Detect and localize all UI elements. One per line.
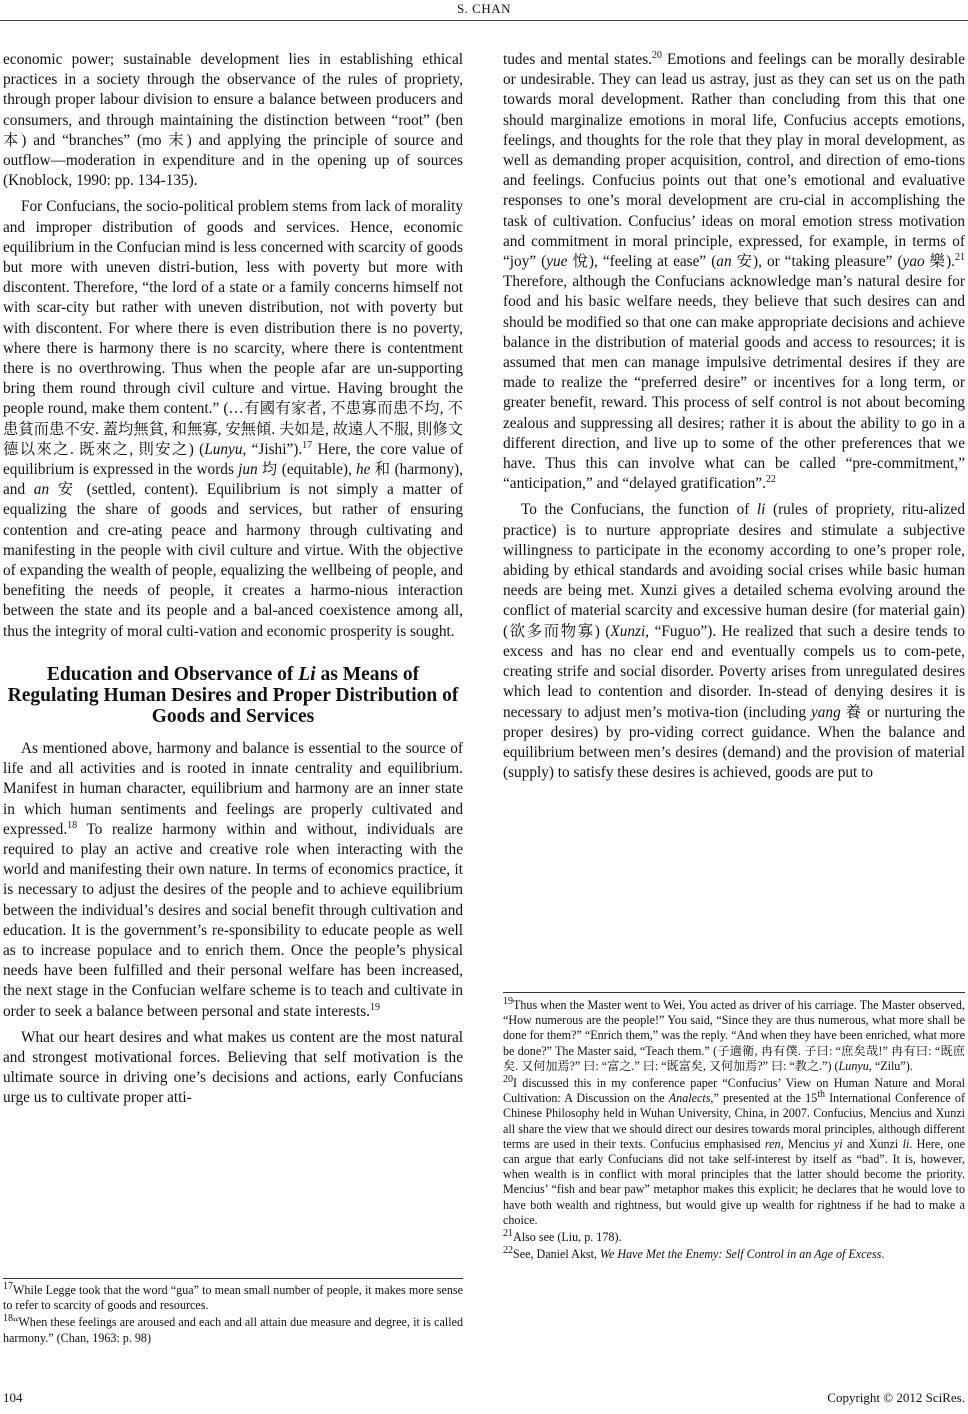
italic-term: Analects bbox=[668, 1091, 711, 1106]
italic-term: li bbox=[902, 1136, 910, 1151]
text-run: 均 (equitable), bbox=[257, 461, 357, 479]
footnote-number: 18 bbox=[3, 1313, 13, 1325]
text-run: tudes and mental states. bbox=[503, 51, 652, 68]
text-run: 樂). bbox=[924, 253, 956, 271]
footnote-ref[interactable]: 18 bbox=[67, 819, 78, 831]
footnote-text: “When these feelings are aroused and each and all attain due measure and degree, it is called harmony.” (Chan, 1963: p. 98) bbox=[3, 1315, 463, 1345]
footnote-text: See, Daniel Akst, bbox=[513, 1247, 600, 1262]
footnote-text: . Here, one can argue that early Confucians did not take self-interest by itself as “bad”. It is, however, when wealth is in conflict with moral principles that the latter should become the priority. Mencius’ “fish and bear paw” metaphor makes this explicit; he declares that he would love to have both wealth and rightness, but would give up wealth for rightness if he had to make a choice. bbox=[503, 1136, 965, 1227]
text-run: For Confucians, the socio-political problem stems from lack of morality and improper distribution of goods and services. Hence, economic equilibrium in the Confucian mind is less concerned with scarcity of goods but more with uneven distri-bution, less with poverty but more with discontent. Therefore, “the lord of a state or a family concerns himself not with scar-city but rather with uneven distribution, not with poverty but with discontent. For where there is even distribution there is no poverty, where there is harmony there is no scarcity, where there is contentment there is no overthrowing. Thus when the people afar are un-supporting bring them round through civil culture and virtue. Having brought the people round, make them content.” (…有國有家者, 不患寡而患不均, 不患貧而患不安. 蓋均無貧, 和無寡, 安無傾. 夫如是, 故遠人不服, 則修文德以來之. 既來之, 則安之) ( bbox=[3, 198, 463, 458]
left-column bbox=[3, 50, 463, 1109]
footnote-19 bbox=[503, 995, 965, 1074]
right-paragraph-2 bbox=[503, 500, 965, 783]
footnotes-left bbox=[3, 1280, 463, 1346]
right-paragraph-1 bbox=[503, 50, 965, 494]
text-run: 安), or “taking pleasure” ( bbox=[731, 253, 903, 271]
heading-italic-term: Li bbox=[298, 663, 316, 685]
left-paragraph-4: What our heart desires and what makes us content are the most natural and strongest motivational forces. Believing that self motivation is the ultimate source in driving one’s decisions and actions, early Confucians urge us to cultivate proper atti- bbox=[3, 1028, 463, 1107]
italic-term: yue bbox=[546, 253, 568, 271]
text-run: 和 (harmony), and bbox=[3, 461, 463, 499]
text-run: (rules of propriety, ritu-alized practice) is to nurture appropriate desires and stimulate a subjective willingness to participate in the economy according to one’s proper role, abiding by ethical standards and avoiding social crises while basic human needs are being met. Xunzi gives a detailed schema evolving around the conflict of material scarcity and excessive human desire (for material gain) (欲多而物寡) ( bbox=[503, 501, 965, 640]
italic-term: an bbox=[716, 253, 732, 271]
footnotes-right bbox=[503, 995, 965, 1262]
italic-term: Lunyu bbox=[838, 1058, 869, 1073]
text-run: Therefore, although the Confucians acknowledge man’s natural desire for food and his basic welfare needs, they believe that such desires can and should be modified so that one can make appropriate decisions and achieve balance in the distribution of material goods and access to resources; it is assumed that men can manage impulsive detrimental desires if they are made to realize the “preferred desire” or incentives for a long term, or greater benefit, reward. This process of self control is not about becoming zealous and suppressing all desires; rather it is about the ability to go in a different direction, and live up to some of the other preferences that we have. Thus this can involve what can be called “pre-commitment,” “anticipation,” and “delayed gratification”. bbox=[503, 273, 965, 493]
footnote-text: International Conference of Chinese Philosophy held in Wuhan University, China, in 2007. Confucius, Mencius and Xunzi all share the view that we should direct our desires towards moral principles, although different terms are used in their texts. Confucius emphasised bbox=[503, 1091, 965, 1151]
footnote-18 bbox=[3, 1315, 463, 1345]
text-run: , “Jishi”). bbox=[242, 440, 303, 458]
left-paragraph-1: economic power; sustainable development lies in establishing ethical practices in a society through the observance of the rules of propriety, through proper labour division to ensure a balance between producers and consumers, and through maintaining the distinction between “root” (ben 本) and “branches” (mo 末) and applying the principle of source and outflow—moderation in expenditure and in the opening up of sources (Knoblock, 1990: pp. 134-135). bbox=[3, 51, 463, 190]
footnote-17 bbox=[3, 1280, 463, 1313]
footnote-ref[interactable]: 22 bbox=[765, 474, 776, 486]
text-run: To the Confucians, the function of bbox=[521, 501, 757, 519]
ordinal-suffix: th bbox=[817, 1089, 826, 1101]
italic-term: Xunzi bbox=[610, 622, 646, 640]
footnote-text: . bbox=[881, 1247, 885, 1262]
footnote-number: 20 bbox=[503, 1073, 513, 1085]
footnote-text: Thus when the Master went to Wei, You acted as driver of his carriage. The Master observed, “How numerous are the people!” You said, “Since they are thus numerous, what more shall be done for them?” “Enrich them,” was the reply. “And when they have been enriched, what more be done?” The Master said, “Teach them.” (子適衛, 冉有僕. 子曰: “庶矣哉!” 冉有曰: “既庶矣. 又何加焉?” 曰: “富之.” 曰: “既富矣, 又何加焉?” 曰: “教之.”) ( bbox=[503, 998, 965, 1073]
heading-run: Education and Observance of bbox=[46, 663, 299, 685]
footnote-ref[interactable]: 21 bbox=[955, 251, 966, 263]
italic-term: li bbox=[756, 501, 766, 519]
footnote-text: I discussed this in my conference paper “Confucius’ View on Human Nature and Moral Cultivation: A Discussion on the bbox=[503, 1076, 965, 1106]
page-number: 104 bbox=[3, 1390, 23, 1405]
text-run: 安 (settled, content). Equilibrium is not simply a matter of equalizing the share of goods and services, but rather of ensuring contention and cre-ating peace and harmony through cultivating and manifesting in the people with civil culture and virtue. With the objective of expanding the wealth of people, equalizing the wellbeing of people, and benefiting the needs of people, it creates a harmo-nious interaction between the state and its people and a bal-anced coexistence among all, thus the integrity of moral culti-vation and economic prosperity is sought. bbox=[3, 481, 463, 640]
copyright-notice: Copyright © 2012 SciRes. bbox=[827, 1390, 965, 1405]
footnote-number: 19 bbox=[503, 995, 513, 1007]
footnote-rule-right bbox=[503, 992, 965, 993]
footnote-text: and Xunzi bbox=[842, 1136, 903, 1151]
italic-term: yi bbox=[833, 1136, 843, 1151]
footnote-ref[interactable]: 19 bbox=[369, 1001, 380, 1013]
text-run: , “Fuguo”). He realized that such a desire tends to excess and has no clear end and eventually compels us to com-pete, creating strife and social disorder. Poverty arises from unregulated desires which lead to contention and disorder. In-stead of denying desires it is necessary to adjust men’s motiva-tion (including bbox=[503, 622, 965, 721]
footnote-text: Also see (Liu, p. 178). bbox=[513, 1230, 622, 1245]
italic-term: yao bbox=[902, 253, 925, 271]
section-heading bbox=[3, 664, 463, 727]
footnote-22 bbox=[503, 1247, 965, 1262]
footnote-number: 21 bbox=[503, 1228, 513, 1240]
text-run: 養 or nurturing the proper desires) by pro-viding correct guidance. When the balance and equilibrium between men’s desires (demand) and the provision of material (supply) to satisfy these desires is achieved, goods are put to bbox=[503, 703, 965, 782]
italic-term: yang bbox=[810, 703, 841, 721]
footnote-20 bbox=[503, 1073, 965, 1228]
text-run: 悅), “feeling at ease” ( bbox=[567, 253, 717, 271]
italic-term: ren bbox=[764, 1136, 781, 1151]
footnote-number: 17 bbox=[3, 1280, 13, 1292]
footnote-text: , “Zilu”). bbox=[868, 1058, 913, 1073]
footnote-ref[interactable]: 17 bbox=[302, 439, 313, 451]
footnote-number: 22 bbox=[503, 1245, 513, 1257]
italic-term: Lunyu bbox=[204, 440, 243, 458]
italic-term: an bbox=[33, 481, 50, 499]
text-run: Emotions and feelings can be morally desirable or undesirable. They can lead us astray, just as they can set us on the path towards moral development. Rather than concluding from this that one should marginalize emotions in moral life, Confucius accepts emotions, feelings, and thoughts for the role that they play in moral development, as well as demanding proper acquisition, control, and direction of emo-tions and feelings. Confucius points out that one’s emotional and evaluative responses to one’s moral development are cru-cial in accomplishing the task of cultivation. Confucius’ ideas on moral emotion stress motivation and commitment in moral principle, expressed, for example, in terms of “joy” ( bbox=[503, 51, 965, 271]
footnote-text: While Legge took that the word “gua” to mean small number of people, it makes more sense to refer to scarcity of goods and resources. bbox=[3, 1283, 463, 1313]
text-run: To realize harmony within and without, individuals are required to play an active and creative role when interacting with the world and manifesting their own nature. In terms of economics practice, it is necessary to adjust the desires of the people and to achieve equilibrium between the individual’s desires and social benefit through cultivation and education. It is the government’s re-sponsibility to educate people as well as to increase populace and to enrich them. Once the people’s physical needs have been fulfilled and their personal welfare has been increased, the next stage in the Confucian welfare scheme is to teach and cultivate in order to seek a balance between personal and state interests. bbox=[3, 820, 463, 1020]
footnote-ref[interactable]: 20 bbox=[651, 49, 662, 61]
footnote-rule-left bbox=[3, 1278, 463, 1279]
footnote-text: , Mencius bbox=[780, 1136, 834, 1151]
heading-run: as Means of Regulating Human Desires and Proper Distribution of Goods and Services bbox=[7, 663, 459, 727]
italic-term: he bbox=[356, 461, 371, 479]
left-paragraph-3 bbox=[3, 739, 463, 1022]
running-header: S. CHAN bbox=[456, 1, 512, 16]
footnote-text: ,” presented at the 15 bbox=[710, 1091, 818, 1106]
italic-term: jun bbox=[238, 461, 258, 479]
footnote-21 bbox=[503, 1230, 965, 1245]
text-run: As mentioned above, harmony and balance is essential to the source of life and all activities and is rooted in innate centrality and equilibrium. Manifest in human character, equilibrium and harmony are an inner state in which human sentiments and feelings are properly cultivated and expressed. bbox=[3, 739, 463, 838]
book-title: We Have Met the Enemy: Self Control in an Age of Excess bbox=[600, 1247, 882, 1262]
left-paragraph-2 bbox=[3, 197, 463, 641]
header-rule bbox=[0, 20, 968, 21]
right-column bbox=[503, 50, 965, 783]
text-run: Here, the core value of equilibrium is expressed in the words bbox=[3, 440, 464, 479]
